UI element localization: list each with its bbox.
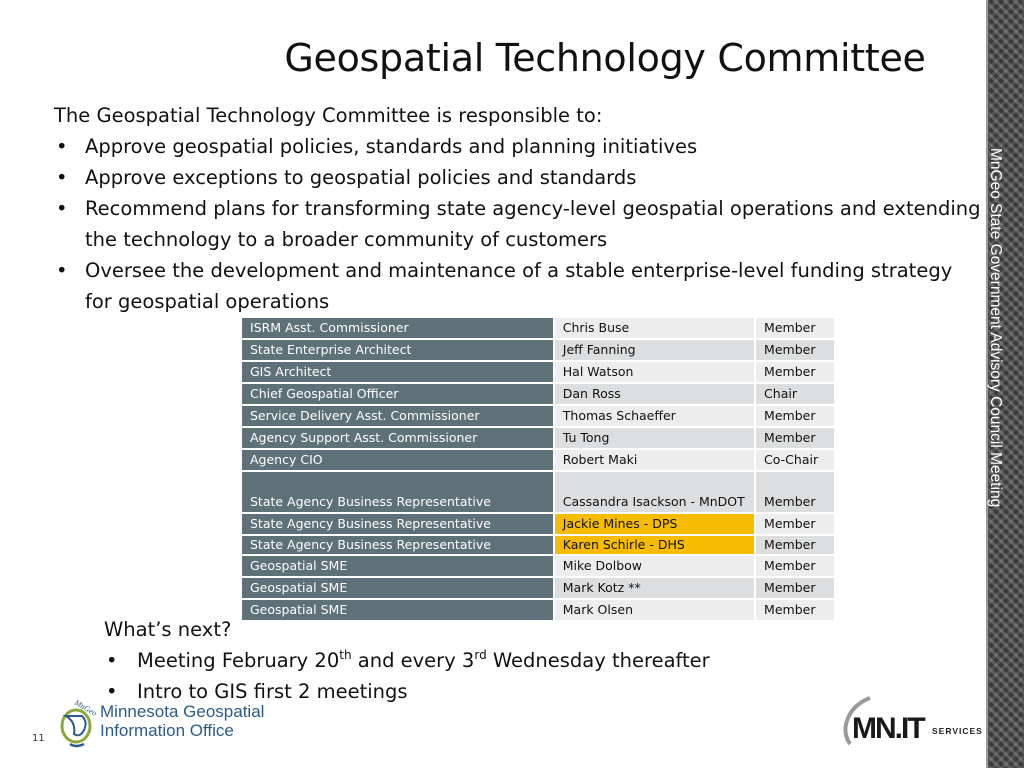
bullet-icon: • <box>56 197 68 220</box>
intro-gis-text: Intro to GIS first 2 meetings <box>137 680 408 703</box>
responsibility-item <box>54 255 984 317</box>
meeting-text-mid: and every 3 <box>351 649 475 672</box>
member-role: Agency CIO <box>241 449 554 471</box>
table-row <box>241 513 835 535</box>
member-role: GIS Architect <box>241 361 554 383</box>
member-position: Member <box>755 599 835 621</box>
member-position: Member <box>755 577 835 599</box>
member-position: Chair <box>755 383 835 405</box>
ordinal-suffix: rd <box>474 648 487 662</box>
member-role: State Enterprise Architect <box>241 339 554 361</box>
table-row <box>241 555 835 577</box>
responsibility-text: Approve geospatial policies, standards and planning initiatives <box>85 135 698 158</box>
member-name: Dan Ross <box>554 383 755 405</box>
mnit-mark-icon <box>840 692 932 752</box>
member-name: Robert Maki <box>554 449 755 471</box>
table-row <box>241 427 835 449</box>
member-role: Chief Geospatial Officer <box>241 383 554 405</box>
mngeo-wordmark <box>100 702 264 740</box>
table-row <box>241 405 835 427</box>
meeting-text-post: Wednesday thereafter <box>486 649 710 672</box>
member-role: State Agency Business Representative <box>241 535 554 555</box>
ordinal-suffix: th <box>339 648 352 662</box>
responsibilities-lead: The Geospatial Technology Committee is responsible to: <box>54 104 603 127</box>
member-role: Agency Support Asst. Commissioner <box>241 427 554 449</box>
meeting-text-pre: Meeting February 20 <box>137 649 340 672</box>
table-row <box>241 471 835 513</box>
bullet-icon: • <box>106 649 118 672</box>
member-name-highlighted: Karen Schirle - DHS <box>554 535 755 555</box>
member-name-highlighted: Jackie Mines - DPS <box>554 513 755 535</box>
member-position: Member <box>755 427 835 449</box>
responsibility-text: Recommend plans for transforming state agency-level geospatial operations and extending the technology to a broader community of customers <box>85 197 981 251</box>
responsibility-item <box>54 162 984 193</box>
member-role: ISRM Asst. Commissioner <box>241 317 554 339</box>
member-position: Member <box>755 361 835 383</box>
member-role: Geospatial SME <box>241 555 554 577</box>
table-row <box>241 535 835 555</box>
member-position: Member <box>755 405 835 427</box>
member-role: State Agency Business Representative <box>241 471 554 513</box>
responsibility-item <box>54 131 984 162</box>
bullet-icon: • <box>106 680 118 703</box>
member-name: Mike Dolbow <box>554 555 755 577</box>
member-position: Member <box>755 555 835 577</box>
page-number: 11 <box>32 733 45 744</box>
member-role: State Agency Business Representative <box>241 513 554 535</box>
bullet-icon: • <box>56 166 68 189</box>
mnit-logo <box>840 692 985 752</box>
table-row <box>241 361 835 383</box>
member-position: Member <box>755 535 835 555</box>
responsibilities-section <box>54 100 984 317</box>
table-row <box>241 383 835 405</box>
member-position: Member <box>755 513 835 535</box>
member-name: Thomas Schaeffer <box>554 405 755 427</box>
member-position: Co-Chair <box>755 449 835 471</box>
member-position: Member <box>755 317 835 339</box>
mnit-mark-text: MN.IT <box>852 712 924 745</box>
member-name: Hal Watson <box>554 361 755 383</box>
responsibility-text: Oversee the development and maintenance of a stable enterprise-level funding strategy for geospatial operations <box>85 259 953 313</box>
slide-title: Geospatial Technology Committee <box>284 36 926 80</box>
member-name: Mark Olsen <box>554 599 755 621</box>
member-role: Geospatial SME <box>241 599 554 621</box>
responsibilities-list <box>54 131 984 317</box>
member-position: Member <box>755 471 835 513</box>
whats-next-lead: What’s next? <box>104 618 232 641</box>
member-name: Mark Kotz ** <box>554 577 755 599</box>
mngeo-line1: Minnesota Geospatial <box>100 702 265 721</box>
mngeo-arc-text: MnGeo <box>73 697 99 718</box>
table-row <box>241 317 835 339</box>
committee-members-table <box>240 316 836 622</box>
mngeo-logo <box>52 694 292 754</box>
table-row <box>241 577 835 599</box>
table-row <box>241 339 835 361</box>
member-name: Tu Tong <box>554 427 755 449</box>
table-row <box>241 449 835 471</box>
bullet-icon: • <box>56 135 68 158</box>
responsibility-text: Approve exceptions to geospatial policies and standards <box>85 166 637 189</box>
member-role: Service Delivery Asst. Commissioner <box>241 405 554 427</box>
sidebar-meeting-label: MnGeo State Government Advisory Council Meeting <box>987 148 1004 508</box>
bullet-icon: • <box>56 259 68 282</box>
member-name: Cassandra Isackson - MnDOT <box>554 471 755 513</box>
member-position: Member <box>755 339 835 361</box>
member-role: Geospatial SME <box>241 577 554 599</box>
mnit-services-label: SERVICES <box>932 726 983 736</box>
mngeo-line2: Information Office <box>100 721 234 740</box>
member-name: Jeff Fanning <box>554 339 755 361</box>
responsibility-item <box>54 193 984 255</box>
whats-next-item <box>104 645 904 676</box>
member-name: Chris Buse <box>554 317 755 339</box>
